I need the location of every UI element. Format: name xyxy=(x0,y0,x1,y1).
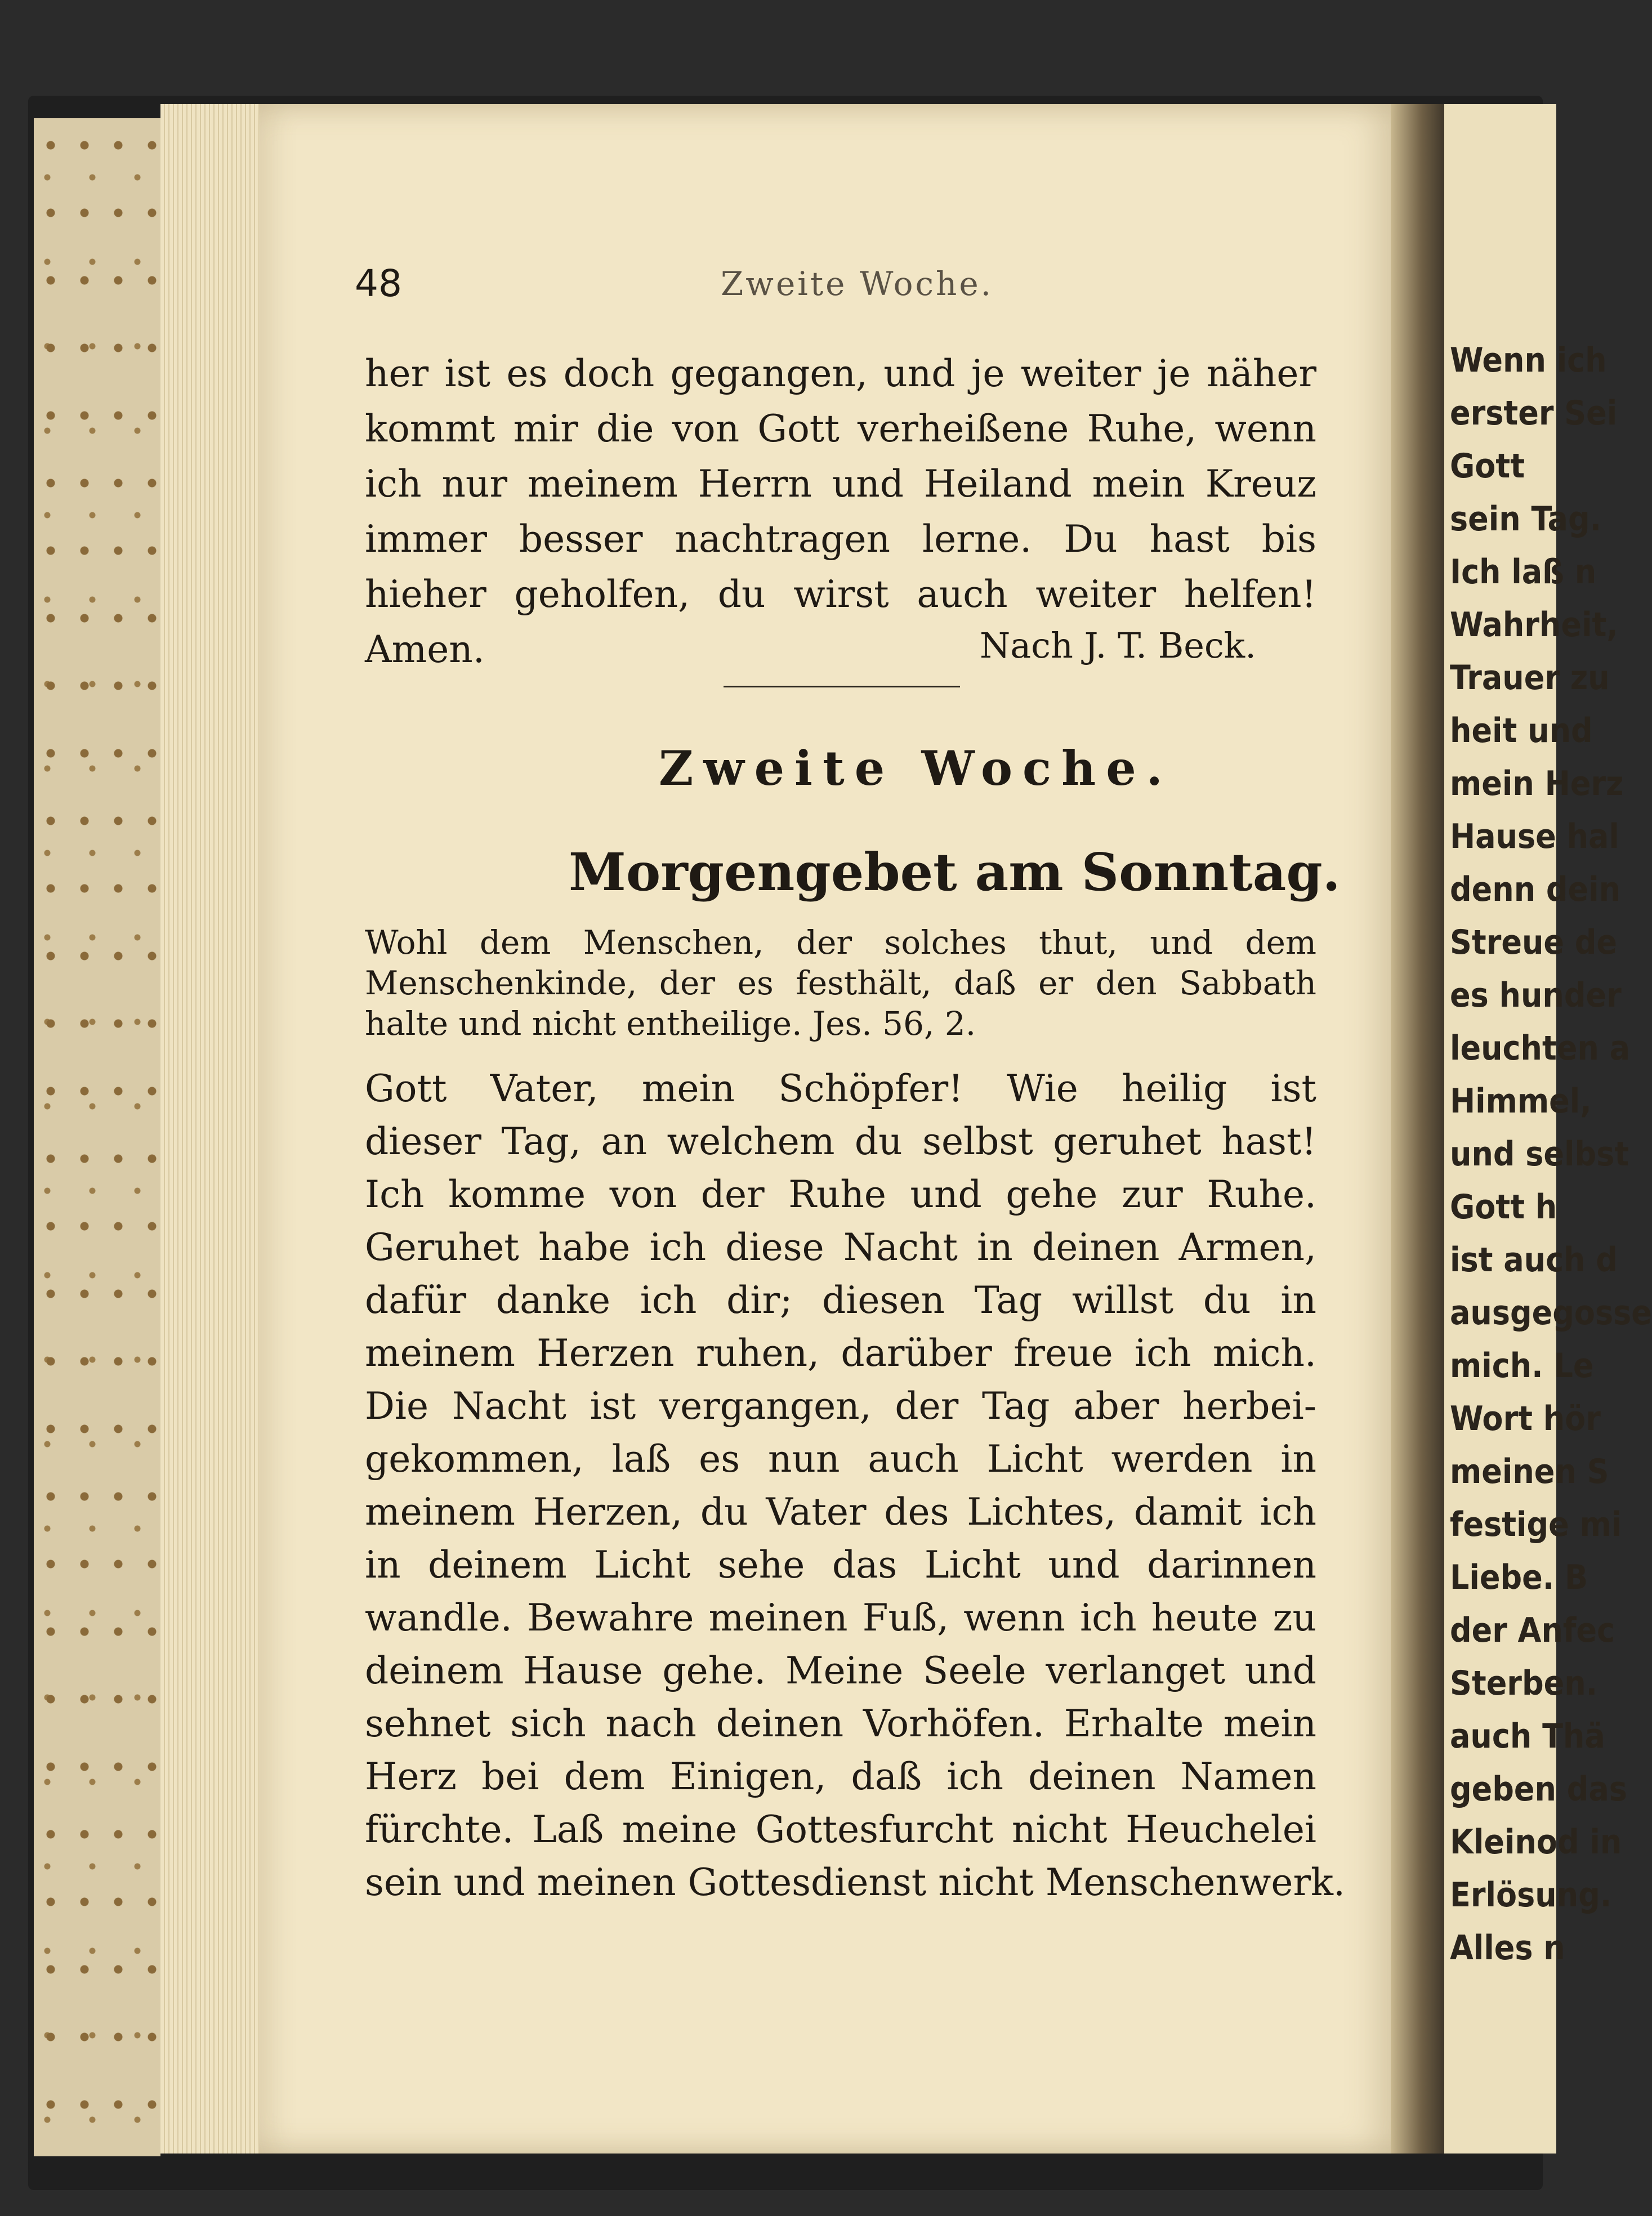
right-page-line: Gott h xyxy=(1450,1187,1557,1227)
right-page-line: heit und xyxy=(1450,711,1593,750)
text-line: Herz bei dem Einigen, daß ich deinen Namen xyxy=(365,1755,1316,1798)
right-page-line: Kleinod in xyxy=(1450,1822,1622,1862)
right-page-line: mich. Le xyxy=(1450,1346,1594,1386)
right-page-line: Gott xyxy=(1450,446,1525,486)
right-page-line: der Anfec xyxy=(1450,1611,1615,1650)
text-line: deinem Hause gehe. Meine Seele verlanget und xyxy=(365,1649,1316,1692)
prayer-title: Morgengebet am Sonntag. xyxy=(569,842,1341,903)
right-page-line: ist auch d xyxy=(1450,1240,1618,1280)
right-page-line: und selbst xyxy=(1450,1134,1629,1174)
text-line: sehnet sich nach deinen Vorhöfen. Erhalte mein xyxy=(365,1702,1316,1745)
right-page-line: ausgegosse xyxy=(1450,1293,1652,1333)
running-head: Zweite Woche. xyxy=(721,265,994,303)
right-page-line: Wahrheit, xyxy=(1450,605,1618,645)
text-line: Wohl dem Menschen, der solches thut, und dem xyxy=(365,923,1316,962)
right-page-line: Alles n xyxy=(1450,1928,1565,1968)
text-line: meinem Herzen, du Vater des Lichtes, damit ich xyxy=(365,1490,1316,1534)
right-page-fragment xyxy=(1444,104,1652,2154)
text-line: Amen. xyxy=(365,628,485,671)
right-page-line: erster Sei xyxy=(1450,394,1618,433)
right-page-line: Himmel, xyxy=(1450,1082,1592,1121)
text-line: Gott Vater, mein Schöpfer! Wie heilig ist xyxy=(365,1067,1316,1110)
text-line: halte und nicht entheilige. Jes. 56, 2. xyxy=(365,1004,976,1043)
right-page-line: mein Herz xyxy=(1450,764,1624,803)
right-page-line: Sterben. xyxy=(1450,1664,1598,1703)
text-line: Die Nacht ist vergangen, der Tag aber herbei- xyxy=(365,1384,1316,1428)
page-number: 48 xyxy=(355,262,402,305)
right-page-line: festige mi xyxy=(1450,1505,1622,1544)
page-edges xyxy=(160,104,267,2154)
decorative-endpaper xyxy=(34,118,160,2156)
text-line: fürchte. Laß meine Gottesfurcht nicht Heuchelei xyxy=(365,1808,1316,1851)
right-page-line: Wort hör xyxy=(1450,1399,1601,1438)
text-line: Geruhet habe ich diese Nacht in deinen Armen, xyxy=(365,1226,1316,1269)
attribution: Nach J. T. Beck. xyxy=(980,625,1256,666)
right-page-line: Erlösung. xyxy=(1450,1875,1612,1915)
right-page-line: Wenn ich xyxy=(1450,341,1607,380)
text-line: wandle. Bewahre meinen Fuß, wenn ich heute zu xyxy=(365,1596,1316,1639)
right-page-line: denn dein xyxy=(1450,870,1621,909)
right-page-line: leuchten a xyxy=(1450,1029,1631,1068)
text-line: dafür danke ich dir; diesen Tag willst du in xyxy=(365,1279,1316,1322)
right-page-line: Trauer zu xyxy=(1450,658,1610,698)
text-line: dieser Tag, an welchem du selbst geruhet hast! xyxy=(365,1120,1316,1163)
section-heading: Zweite Woche. xyxy=(659,740,1173,796)
text-line: her ist es doch gegangen, und je weiter je näher xyxy=(365,352,1316,395)
text-line: in deinem Licht sehe das Licht und darinnen xyxy=(365,1543,1316,1587)
text-line: Menschenkinde, der es festhält, daß er den Sabbath xyxy=(365,964,1316,1002)
text-line: sein und meinen Gottesdienst nicht Menschenwerk. xyxy=(365,1861,1346,1904)
right-page-line: meinen S xyxy=(1450,1452,1609,1491)
right-page-line: es hunder xyxy=(1450,976,1622,1015)
text-line: kommt mir die von Gott verheißene Ruhe, wenn xyxy=(365,407,1316,450)
right-page-line: Hause hal xyxy=(1450,817,1619,856)
text-line: Ich komme von der Ruhe und gehe zur Ruhe. xyxy=(365,1173,1316,1216)
text-line: immer besser nachtragen lerne. Du hast bis xyxy=(365,517,1316,561)
right-page-line: Streue de xyxy=(1450,923,1618,962)
text-line: hieher geholfen, du wirst auch weiter helfen! xyxy=(365,573,1316,616)
right-page-line: geben das xyxy=(1450,1770,1627,1809)
right-page-line: Ich laß n xyxy=(1450,552,1597,592)
right-page-line: auch Thä xyxy=(1450,1717,1605,1756)
text-line: ich nur meinem Herrn und Heiland mein Kreuz xyxy=(365,462,1316,506)
right-page-line: Liebe. B xyxy=(1450,1558,1588,1597)
text-line: gekommen, laß es nun auch Licht werden in xyxy=(365,1437,1316,1481)
text-line: meinem Herzen ruhen, darüber freue ich mich. xyxy=(365,1332,1316,1375)
book-gutter xyxy=(1391,104,1447,2154)
section-divider xyxy=(724,686,960,687)
right-page-line: sein Tag. xyxy=(1450,499,1602,539)
